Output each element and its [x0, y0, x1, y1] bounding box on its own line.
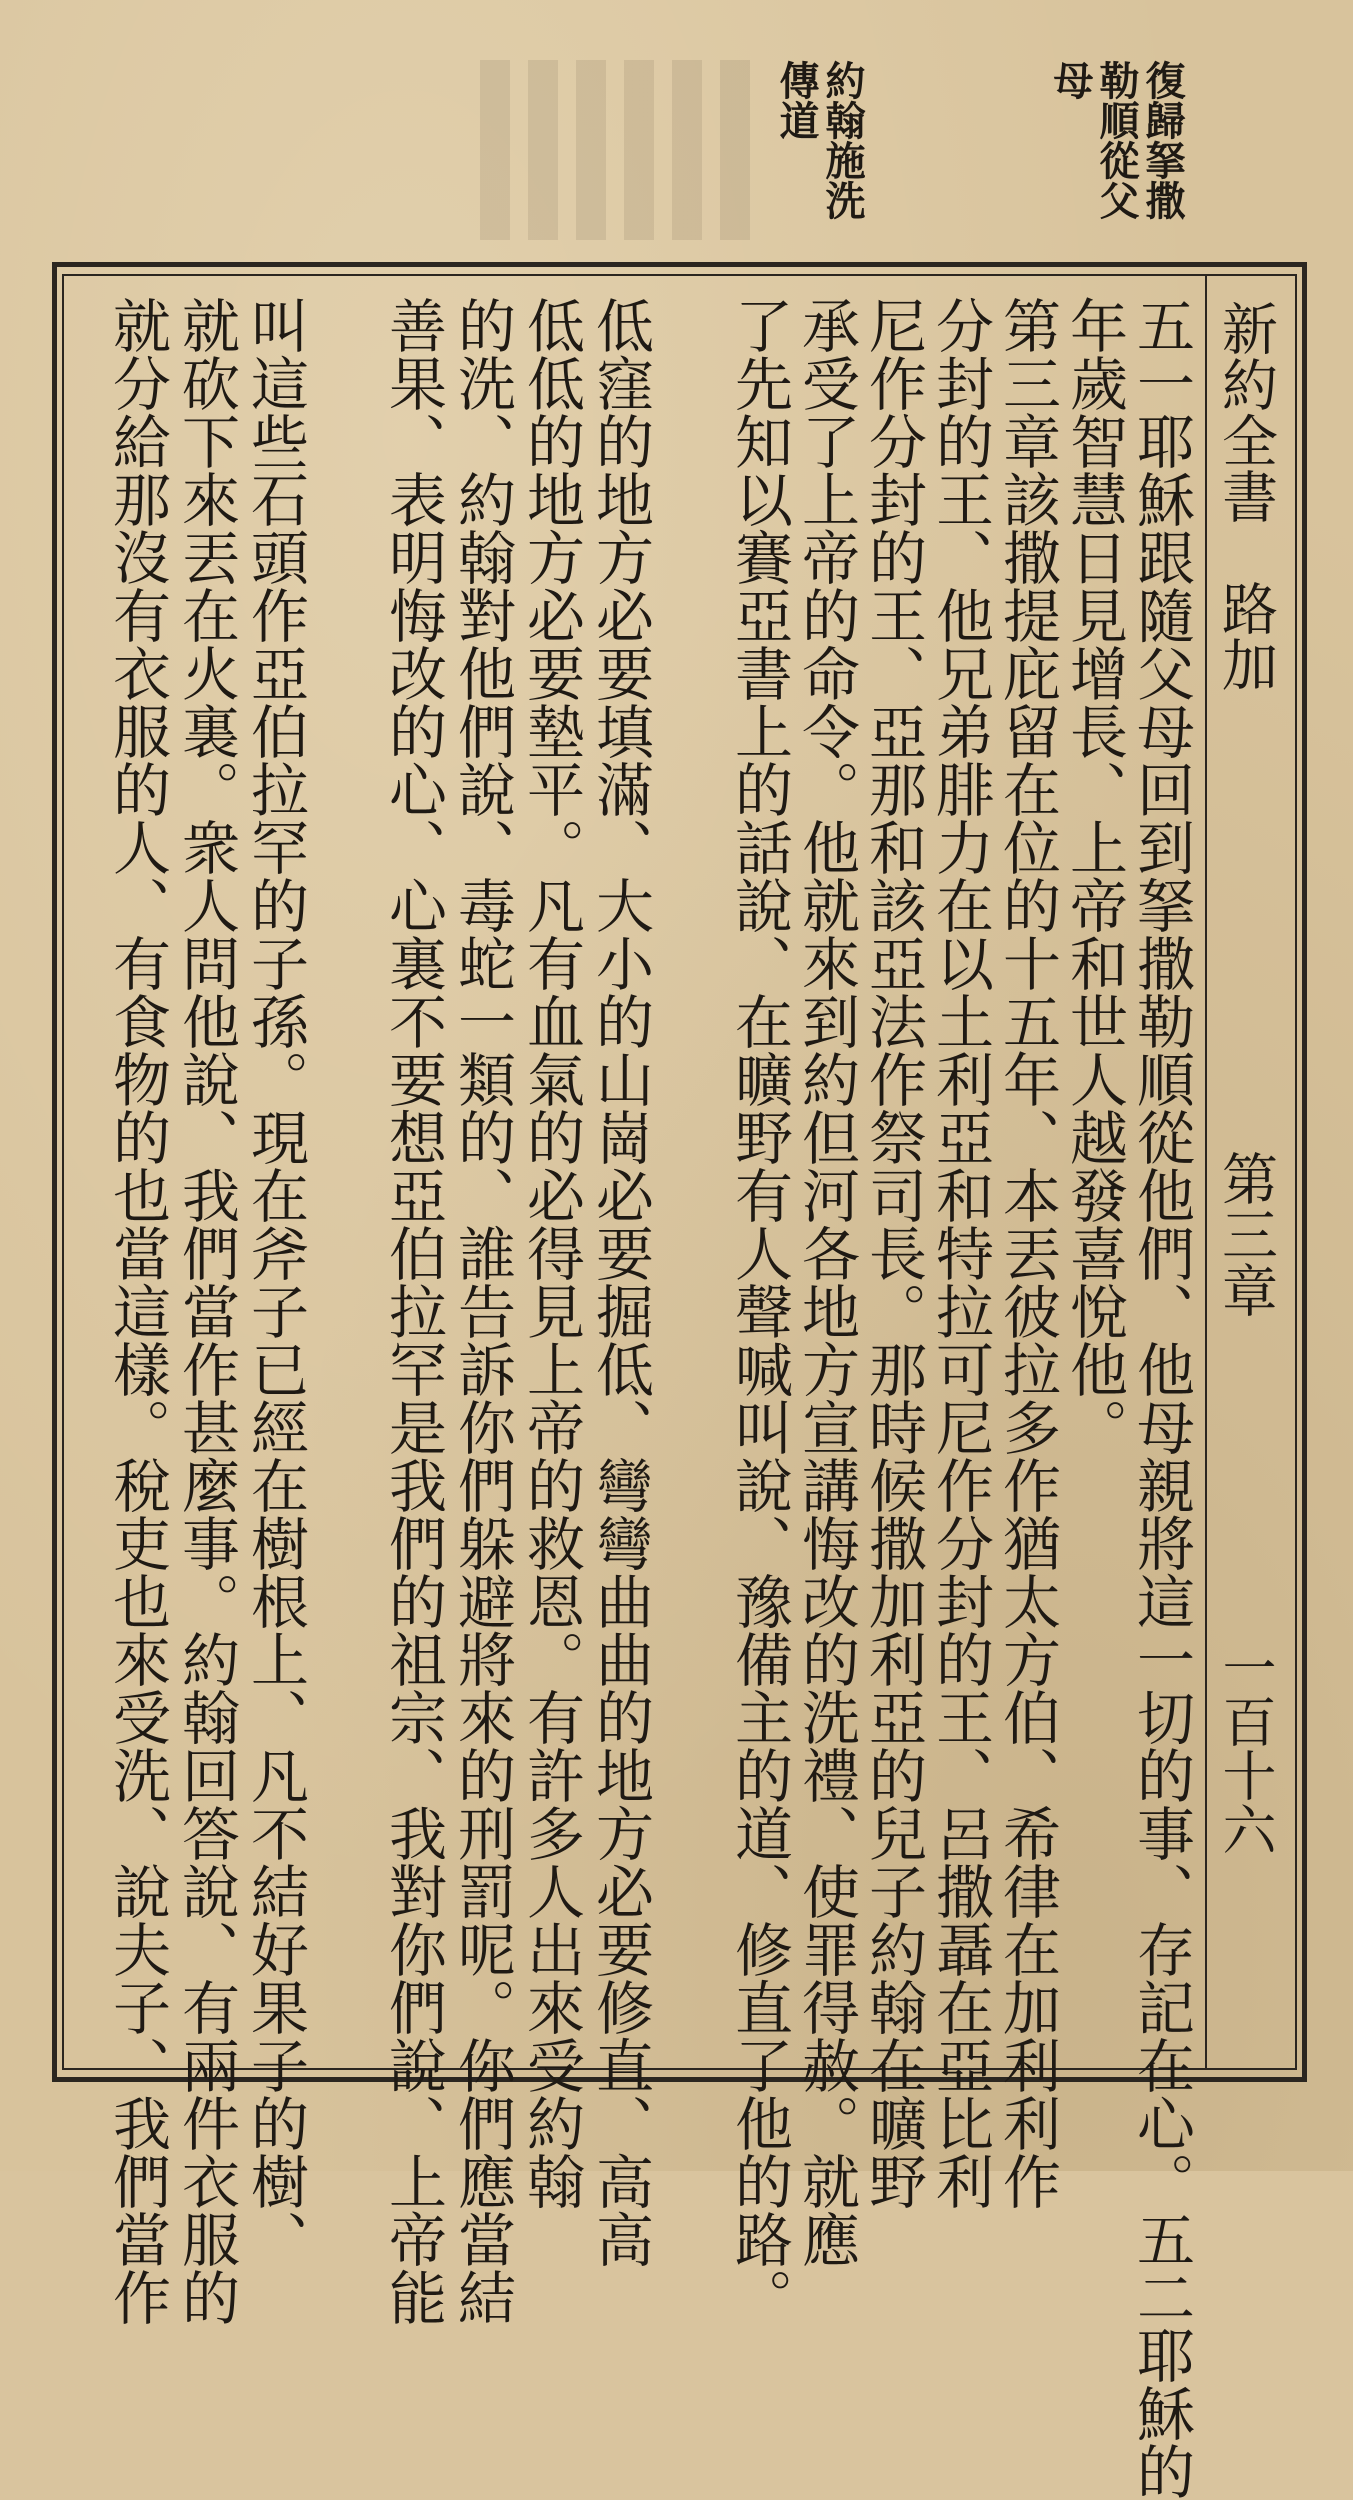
text-column: 第三章該撒提庇留在位的十五年、本丟彼拉多作猶太方伯、希律在加利利作	[993, 296, 1061, 2210]
text-column: 分封的王、他兄弟腓力在以土利亞和特拉可尼作分封的王、呂撒聶在亞比利	[926, 296, 994, 2210]
text-column: 五一耶穌跟隨父母回到拏撒勒順從他們、他母親將這一切的事、存記在心。五二耶穌的	[1127, 296, 1195, 2500]
book-title: 新約全書	[1213, 300, 1278, 524]
text-column: 叫這些石頭作亞伯拉罕的子孫。現在斧子已經在樹根上、凡不結好果子的樹、	[241, 296, 309, 2268]
header-divider	[1205, 274, 1207, 2070]
margin-note: 母	[1047, 60, 1094, 100]
text-column: 善果、表明悔改的心、心裏不要想亞伯拉罕是我們的祖宗、我對你們說、上帝能	[379, 296, 447, 2326]
page-number: 一百十六	[1214, 1640, 1277, 1856]
margin-note: 傳道	[773, 60, 820, 140]
text-column: 的洗、約翰對他們說、毒蛇一類的、誰告訴你們躲避將來的刑罰呢。你們應當結	[448, 296, 516, 2326]
text-column: 年歲智慧日見增長、上帝和世人越發喜悅他。	[1060, 296, 1128, 1456]
book-name: 路加	[1213, 580, 1278, 692]
margin-note: 約翰施洗	[819, 60, 866, 220]
chapter-label: 第三章	[1213, 1150, 1278, 1318]
text-column: 就砍下來丟在火裏。衆人問他說、我們當作甚麼事。約翰回答說、有兩件衣服的	[172, 296, 240, 2326]
text-column: 承受了上帝的命令。他就來到約但河各地方宣講悔改的洗禮、使罪得赦。就應	[792, 296, 860, 2268]
margin-note: 復歸拏撒	[1139, 60, 1186, 220]
text-column: 低窪的地方必要填滿、大小的山崗必要掘低、彎彎曲曲的地方必要修直、高高	[586, 296, 654, 2268]
text-column: 了先知以賽亞書上的話說、在曠野有人聲喊叫說、豫備主的道、修直了他的路。	[725, 296, 793, 2326]
bleed-through-texture	[480, 60, 760, 240]
margin-note: 勒順從父	[1093, 60, 1140, 220]
text-column: 尼作分封的王、亞那和該亞法作祭司長。那時候撒加利亞的兒子約翰在曠野	[859, 296, 927, 2210]
text-column: 就分給那沒有衣服的人、有食物的也當這樣。稅吏也來受洗、說夫子、我們當作	[103, 296, 171, 2326]
text-column: 低低的地方必要墊平。凡有血氣的必得見上帝的救恩。有許多人出來受約翰	[517, 296, 585, 2210]
